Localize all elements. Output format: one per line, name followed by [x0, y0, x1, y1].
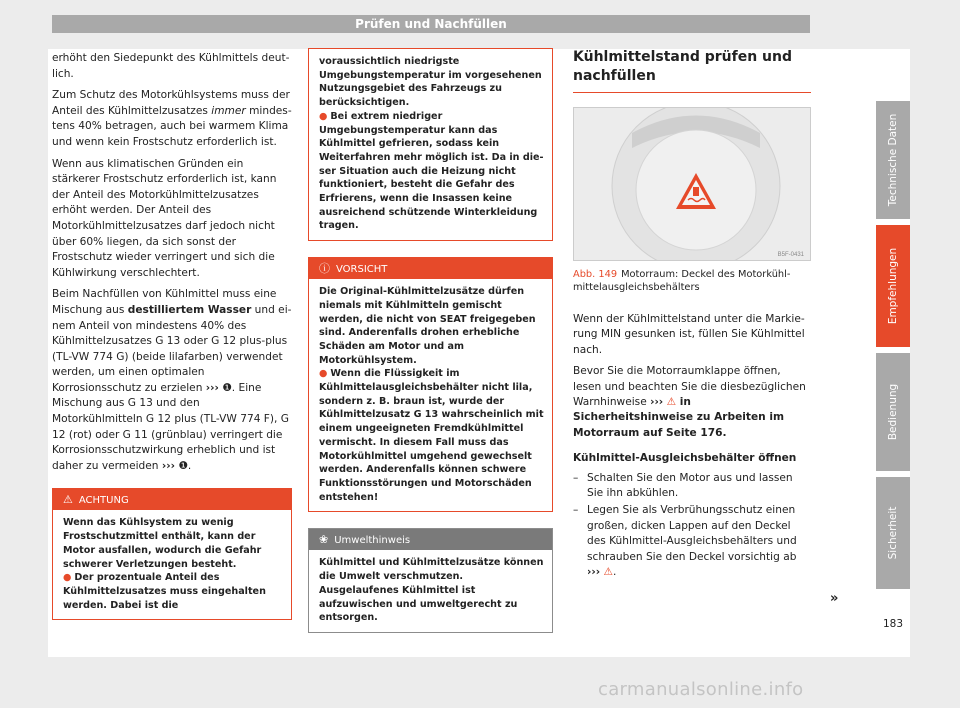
figure-caption: Abb. 149 Motorraum: Deckel des Motorkühlmittelausgleichsbehälters [573, 269, 791, 293]
caution-box-body [309, 279, 552, 511]
paragraph: Zum Schutz des Motorkühlsystems muss der Anteil des Kühlmittelzusatzes immer mindestens 40% betragen, auch bei warmem Klima und wenn kein Frostschutz erforderlich ist. [52, 89, 292, 148]
warning-box-body [309, 49, 552, 240]
page-number: 183 [882, 618, 904, 630]
section-title: Kühlmittelstand prüfen und nachfüllen [573, 48, 811, 93]
column-middle [308, 48, 553, 645]
page-header: Prüfen und Nachfüllen [52, 15, 810, 33]
tab-sicherheit[interactable]: Sicherheit [876, 477, 910, 589]
step-item: – Legen Sie als Verbrühungsschutz einen großen, dicken Lappen auf den Deckel des Kühlmittel-Ausgleichsbehälters und schrauben Sie den Deckel vorsichtig ab ››› ⚠. [573, 504, 797, 579]
coolant-cap-illustration [574, 108, 811, 261]
caution-circle-icon: ⓘ [319, 262, 330, 276]
warning-bullet: ● Bei extrem niedriger Umgebungstemperatur kann das Kühlmittel gefrieren, sodass kein Weiterfahren mehr möglich ist. Da in dieser Situation auch die Heizung nicht funktioniert, besteht die Gefahr des Erfrierens, wenn die Insassen keine ausreichend schützende Winterkleidung tragen. [319, 110, 544, 232]
subheading: Kühlmittel-Ausgleichsbehälter öffnen [573, 452, 797, 465]
warning-intro: Wenn das Kühlsystem zu wenig Frostschutzmittel enthält, kann der Motor ausfallen, wodurch die Gefahr schwerer Verletzungen besteht. [63, 517, 262, 570]
watermark-text: carmanualsonline.info [598, 679, 804, 700]
figure-label: Abb. 149 [573, 269, 618, 280]
reference-arrows[interactable]: ››› [161, 459, 175, 472]
warning-triangle-icon: ⚠ [666, 396, 677, 409]
step-item: – Schalten Sie den Motor aus und lassen Sie ihn abkühlen. [573, 471, 793, 500]
reference-arrows[interactable]: ››› [205, 381, 219, 394]
warning-bullet: ● Der prozentuale Anteil des Kühlmittelzusatzes muss eingehalten werden. Dabei ist die [63, 572, 266, 611]
warning-box-header: ⚠ ACHTUNG [53, 489, 291, 510]
paragraph: Wenn aus klimatischen Gründen ein stärkerer Frostschutz erforderlich ist, kann der Anteil des Motorkühlmittelzusatzes erhöht werden. Der Anteil des Motorkühlmittelzusatzes darf jedoch nicht über 60% liegen, da sich sonst der Frostschutz wieder verringert und sich die Kühlwirkung verschlechtert. [52, 157, 277, 279]
environment-note-box [308, 528, 553, 633]
warning-triangle-icon: ⚠ [603, 566, 613, 579]
reference-arrows[interactable]: ››› [587, 566, 601, 579]
caution-box-vorsicht [308, 257, 553, 512]
warning-box-continued [308, 48, 553, 241]
figure-coolant-cap [573, 107, 811, 261]
emphasis: immer [211, 104, 246, 117]
emphasis-bold: destilliertem Wasser [127, 303, 252, 316]
bullet-icon: ● [319, 368, 328, 380]
paragraph: Wenn der Kühlmittelstand unter die Markierung MIN gesunken ist, füllen Sie Kühlmittel nach. [573, 313, 805, 356]
continue-mark: » [830, 591, 839, 606]
tab-technische-daten[interactable]: Technische Daten [876, 101, 910, 219]
paragraph: Bevor Sie die Motorraumklappe öffnen, lesen und beachten Sie die diesbezüglichen Warnhinweise ››› ⚠ in Sicherheitshinweise zu Arbeiten im Motorraum auf Seite 176. [573, 365, 806, 439]
caution-box-header: ⓘ VORSICHT [309, 258, 552, 279]
figure-code: B5F-0431 [777, 252, 804, 258]
bullet-icon: ● [63, 572, 72, 584]
paragraph: Beim Nachfüllen von Kühlmittel muss eine Mischung aus destilliertem Wasser und einem Anteil von mindestens 40% des Kühlmittelzusatzes G 13 oder G 12 plus-plus (TL-VW 774 G) (beide lilafarben) verwendet werden, um einen optimalen Korrosionsschutz zu erzielen ››› ❶. Eine Mischung aus G 13 und den Motorkühlmitteln G 12 plus (TL-VW 774 F), G 12 (rot) oder G 11 (grünblau) verringert die Korrosionsschutzwirkung erheblich und ist daher zu vermeiden ››› ❶. [52, 288, 292, 472]
tab-empfehlungen[interactable]: Empfehlungen [876, 225, 910, 347]
caution-intro: Die Original-Kühlmittelzusätze dürfen niemals mit Kühlmitteln gemischt werden, die nicht von SEAT freigegeben sind. Anderenfalls drohen erhebliche Schäden am Motor und am Motorkühlsystem. [319, 286, 536, 366]
environment-flower-icon: ❀ [319, 533, 329, 547]
warning-triangle-icon: ⚠ [63, 493, 73, 507]
warning-continued-text: voraussichtlich niedrigste Umgebungstemperatur im vorgesehenen Nutzungsgebiet des Fahrzeugs zu berücksichtigen. [319, 56, 542, 109]
bullet-icon: ● [319, 110, 328, 122]
info-icon: ❶ [222, 381, 232, 394]
environment-note-body: Kühlmittel und Kühlmittelzusätze können die Umwelt verschmutzen. Ausgelaufenes Kühlmittel ist aufzuwischen und umweltgerecht zu entsorgen. [319, 557, 544, 624]
info-icon: ❶ [178, 459, 188, 472]
reference-arrows[interactable]: ››› [650, 396, 664, 409]
column-left [52, 51, 292, 632]
environment-note-header: ❀ Umwelthinweis [309, 529, 552, 550]
tab-bedienung[interactable]: Bedienung [876, 353, 910, 471]
paragraph: erhöht den Siedepunkt des Kühlmittels deutlich. [52, 52, 290, 80]
warning-box-body [53, 510, 291, 619]
warning-box-achtung [52, 488, 292, 620]
column-right [573, 48, 811, 583]
caution-bullet: ● Wenn die Flüssigkeit im Kühlmittelausgleichsbehälter nicht lila, sondern z. B. braun ist, wurde der Kühlmittelzusatz G 13 wahrscheinlich mit einem ungeeigneten Fremdkühlmittel vermischt. In diesem Fall muss das Motorkühlmittel umgehend gewechselt werden. Anderenfalls können schwere Funktionsstörungen und Motorschäden entstehen! [319, 368, 544, 503]
